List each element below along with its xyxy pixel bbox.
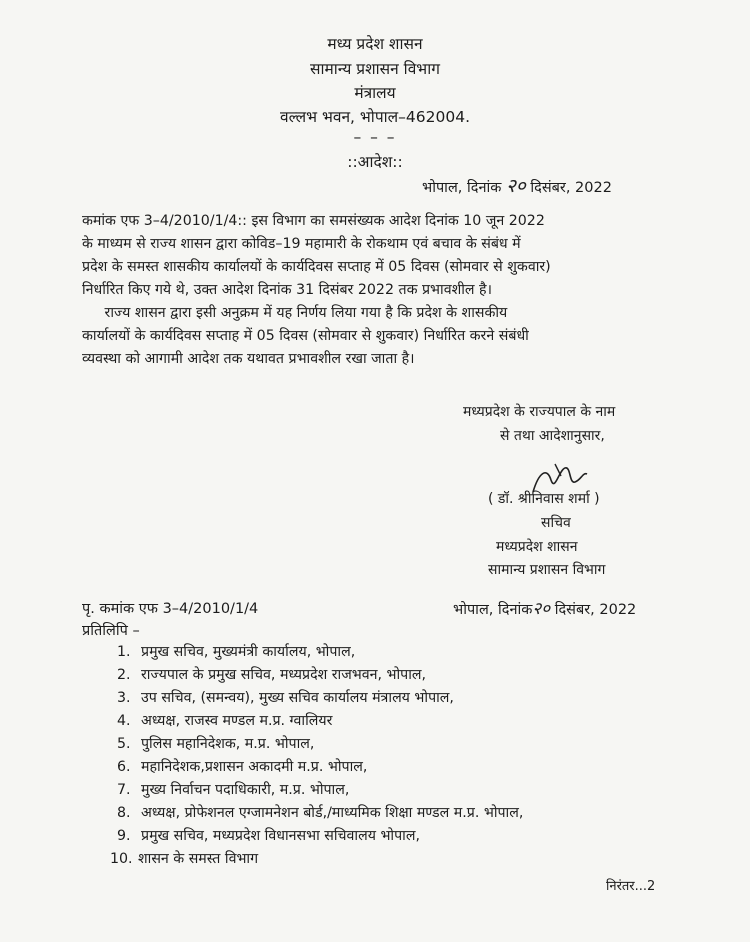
list-item-text: पुलिस महानिदेशक, म.प्र. भोपाल, (141, 736, 315, 752)
list-item (117, 803, 523, 822)
header-separator: – – – (353, 128, 397, 146)
list-item (117, 642, 355, 661)
list-item-text: राज्यपाल के प्रमुख सचिव, मध्यप्रदेश राजभवन, भोपाल, (141, 667, 427, 683)
header-department: सामान्य प्रशासन विभाग (310, 60, 440, 78)
paragraph-line: व्यवस्था को आगामी आदेश तक यथावत प्रभावशील रखा जाता है। (82, 351, 415, 367)
list-item-number: 7. (117, 782, 131, 798)
list-item (110, 849, 258, 868)
endorsement-date-suffix: दिसंबर, 2022 (554, 602, 637, 618)
order-date-prefix: भोपाल, दिनांक (422, 180, 502, 196)
order-date-day: २० (506, 175, 526, 197)
list-item-text: महानिदेशक,प्रशासन अकादमी म.प्र. भोपाल, (141, 759, 368, 775)
list-item-text: प्रमुख सचिव, मध्यप्रदेश विधानसभा सचिवालय भोपाल, (141, 828, 420, 844)
list-item (117, 780, 349, 799)
list-item-text: मुख्य निर्वाचन पदाधिकारी, म.प्र. भोपाल, (141, 782, 350, 798)
list-item-number: 8. (117, 805, 131, 821)
paragraph-line: कमांक एफ 3–4/2010/1/4:: इस विभाग का समसंख्यक आदेश दिनांक 10 जून 2022 (82, 213, 545, 229)
signatory-designation: सचिव (541, 515, 571, 531)
list-item-number: 3. (117, 690, 131, 706)
list-item-text: अध्यक्ष, राजस्व मण्डल म.प्र. ग्वालियर (141, 713, 333, 729)
list-item (117, 711, 332, 730)
header-address: वल्लभ भवन, भोपाल–462004. (280, 108, 470, 126)
signatory-name: ( डॉ. श्रीनिवास शर्मा ) (488, 491, 600, 507)
authority-line-1: मध्यप्रदेश के राज्यपाल के नाम (463, 404, 616, 420)
list-item-number: 2. (117, 667, 131, 683)
list-item-number: 6. (117, 759, 131, 775)
list-item-number: 1. (117, 644, 131, 660)
paragraph-line: प्रदेश के समस्त शासकीय कार्यालयों के कार्यदिवस सप्ताह में 05 दिवस (सोमवार से शुकवार) (82, 259, 551, 275)
endorsement-date-prefix: भोपाल, दिनांक (453, 602, 533, 618)
list-item-text: अध्यक्ष, प्रोफेशनल एग्जामनेशन बोर्ड,/माध्यमिक शिक्षा मण्डल म.प्र. भोपाल, (141, 805, 524, 821)
authority-line-2: से तथा आदेशानुसार, (500, 428, 605, 444)
list-item-text: उप सचिव, (समन्वय), मुख्य सचिव कार्यालय मंत्रालय भोपाल, (141, 690, 454, 706)
list-item-number: 9. (117, 828, 131, 844)
list-item-number: 10. (110, 851, 133, 867)
list-item-number: 5. (117, 736, 131, 752)
order-date-suffix: दिसंबर, 2022 (530, 180, 612, 196)
signatory-office-1: मध्यप्रदेश शासन (496, 539, 578, 555)
endorsement-date (453, 596, 636, 619)
list-item-number: 4. (117, 713, 131, 729)
list-item-text: शासन के समस्त विभाग (138, 851, 259, 867)
endorsement-reference: पृ. कमांक एफ 3–4/2010/1/4 (82, 601, 259, 617)
signatory-office-2: सामान्य प्रशासन विभाग (488, 562, 606, 578)
list-item (117, 734, 314, 753)
copy-to-label: प्रतिलिपि – (82, 623, 140, 639)
list-item (117, 826, 420, 845)
list-item (117, 688, 454, 707)
header-government: मध्य प्रदेश शासन (327, 35, 423, 53)
paragraph-line: निर्धारित किए गये थे, उक्त आदेश दिनांक 31 दिसंबर 2022 तक प्रभावशील है। (82, 282, 492, 298)
endorsement-date-day: २० (532, 599, 551, 619)
order-title: ::आदेश:: (347, 153, 403, 171)
paragraph-line: कार्यालयों के कार्यदिवस सप्ताह में 05 दिवस (सोमवार से शुकवार) निर्धारित करने संबंधी (82, 328, 529, 344)
order-paragraph-1 (82, 210, 667, 302)
list-item (117, 665, 426, 684)
list-item-text: प्रमुख सचिव, मुख्यमंत्री कार्यालय, भोपाल, (141, 644, 356, 660)
continued-marker: निरंतर...2 (606, 879, 656, 894)
paragraph-line: के माध्यम से राज्य शासन द्वारा कोविड–19 महामारी के रोकथाम एवं बचाव के संबंध में (82, 236, 521, 252)
order-paragraph-2 (82, 302, 667, 371)
list-item (117, 757, 367, 776)
order-date (422, 172, 612, 198)
header-ministry: मंत्रालय (354, 84, 396, 102)
paragraph-line: राज्य शासन द्वारा इसी अनुक्रम में यह निर्णय लिया गया है कि प्रदेश के शासकीय (82, 305, 508, 321)
